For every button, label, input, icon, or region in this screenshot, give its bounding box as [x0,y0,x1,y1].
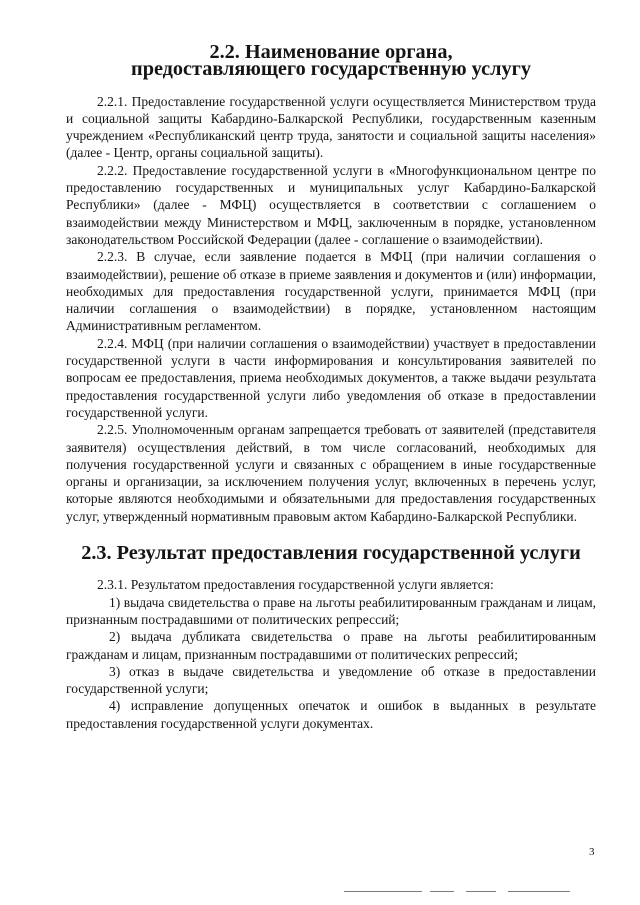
section-2-2-title-line2: предоставляющего государственную услугу [131,58,531,81]
section-2-3-heading: 2.3. Результат предоставления государственной услуги [81,542,581,565]
page-content [66,41,596,732]
section-2-2-title-line1: 2.2. Наименование органа, [209,41,453,63]
paragraph-2-3-1: 2.3.1. Результатом предоставления государственной услуги является: [97,577,494,593]
result-item-2: 2) выдача дубликата свидетельства о праве на льготы реабилитированным гражданам и лицам, признанным пострадавшими от политических репрессий; [66,629,596,662]
paragraph-2-2-1: 2.2.1. Предоставление государственной услуги осуществляется Министерством труда и социальной защиты Кабардино-Балкарской Республики, государственным казенным учреждением «Республиканский центр труда, занятости и социальной защиты населения» (далее - Центр, органы социальной защиты). [66,93,596,161]
scan-artifact-line [344,891,422,892]
scan-artifact-line [430,891,454,892]
result-item-4: 4) исправление допущенных опечаток и ошибок в выданных в результате предоставления государственной услуги документах. [66,698,596,731]
paragraph-2-2-2: 2.2.2. Предоставление государственной услуги в «Многофункциональном центре по предоставлению государственных и муниципальных услуг Кабардино-Балкарской Республики» (далее - МФЦ) осуществляется в соответствии с соглашением о взаимодействии между Министерством и МФЦ, заключенным в порядке, установленном законодательством Российской Федерации (далее - соглашение о взаимодействии). [66,162,596,247]
paragraph-2-2-5: 2.2.5. Уполномоченным органам запрещается требовать от заявителей (представителя заявителя) осуществления действий, в том числе согласований, необходимых для получения государственной услуги и связанных с обращением в иные государственные органы и организации, за исключением получения услуг, включенных в перечень услуг, которые являются необходимыми и обязательными для предоставления государственных услуг, утвержденный нормативным правовым актом Кабардино-Балкарской Республики. [66,422,596,524]
scan-artifact-line [466,891,496,892]
page-number: 3 [589,846,595,858]
paragraph-2-2-3: 2.2.3. В случае, если заявление подается в МФЦ (при наличии соглашения о взаимодействии), решение об отказе в приеме заявления и документов и (или) информации, необходимых для предоставления государственной услуги, принимается МФЦ (при наличии соглашения о взаимодействии) в порядке, установленном настоящим Административным регламентом. [66,249,596,334]
section-2-2-heading [66,41,596,81]
scan-artifact-line [508,891,570,892]
result-item-3: 3) отказ в выдаче свидетельства и уведомление об отказе в предоставлении государственной услуги; [66,663,596,697]
result-item-1: 1) выдача свидетельства о праве на льготы реабилитированным гражданам и лицам, признанным пострадавшими от политических репрессий; [66,594,596,627]
paragraph-2-2-4: 2.2.4. МФЦ (при наличии соглашения о взаимодействии) участвует в предоставлении государственной услуги в части информирования и консультирования заявителей по вопросам ее предоставления, приема необходимых документов, а также выдачи результата предоставления государственной услуги либо уведомления об отказе в предоставлении государственной услуги. [66,335,596,420]
